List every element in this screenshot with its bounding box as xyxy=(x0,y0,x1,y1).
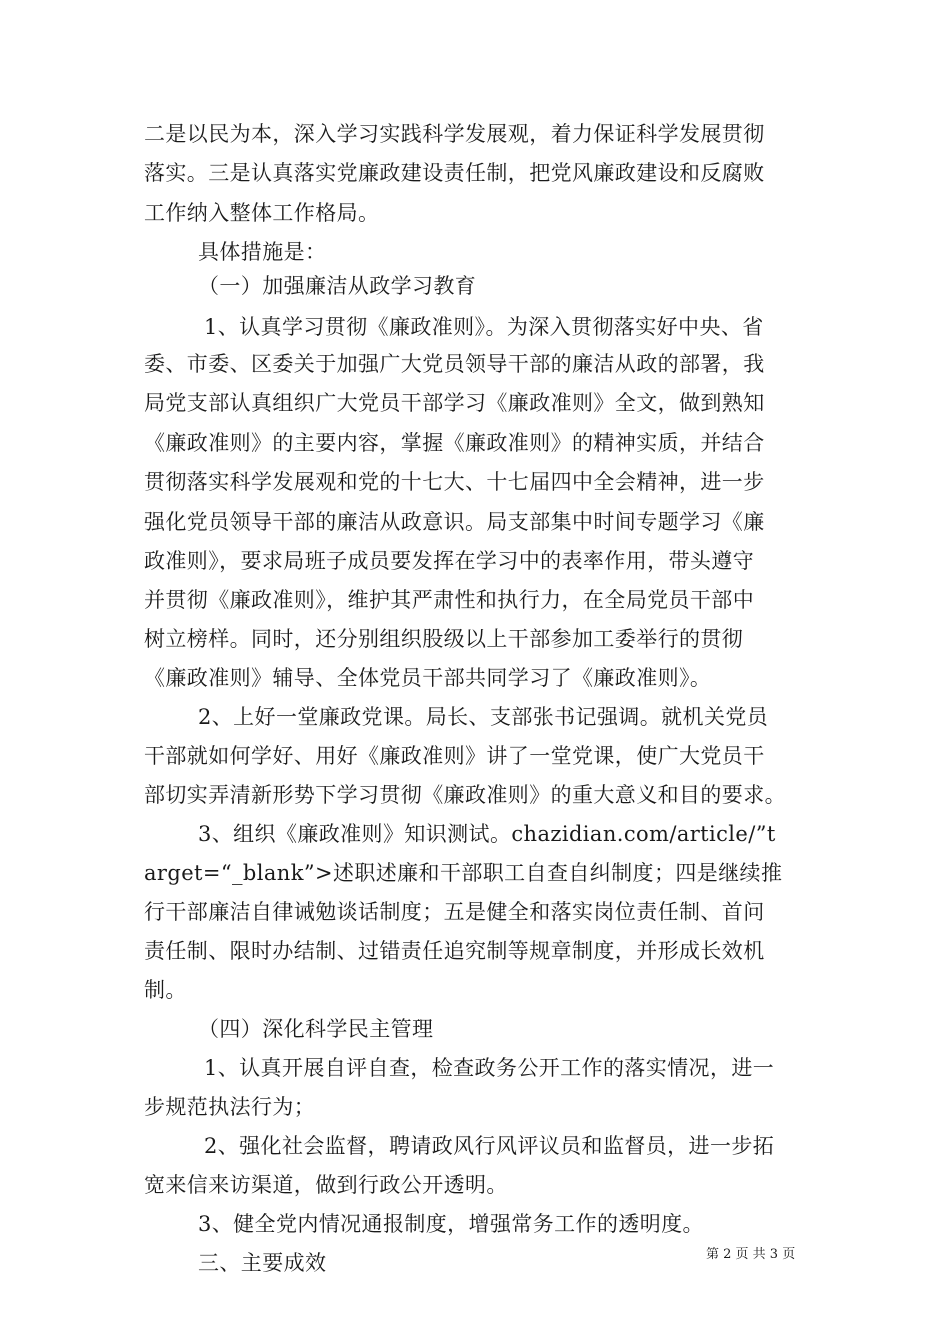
body-text-line: 政准则》，要求局班子成员要发挥在学习中的表率作用，带头遵守 xyxy=(144,549,755,573)
body-text-line: 《廉政准则》的主要内容，掌握《廉政准则》的精神实质，并结合 xyxy=(144,431,765,455)
body-text-line: 强化党员领导干部的廉洁从政意识。局支部集中时间专题学习《廉 xyxy=(144,510,765,534)
body-text-line: 3、健全党内情况通报制度，增强常务工作的透明度。 xyxy=(198,1212,704,1236)
section-heading: （一）加强廉洁从政学习教育 xyxy=(198,274,477,298)
body-text-line: 工作纳入整体工作格局。 xyxy=(144,201,380,225)
body-text-line: 1、认真学习贯彻《廉政准则》。为深入贯彻落实好中央、省 xyxy=(204,315,764,339)
section-heading: 三、主要成效 xyxy=(198,1251,327,1275)
body-text-line: 行干部廉洁自律诫勉谈话制度；五是健全和落实岗位责任制、首问 xyxy=(144,900,765,924)
body-text-line: 1、认真开展自评自查，检查政务公开工作的落实情况，进一 xyxy=(204,1056,775,1080)
body-text-line: 制。 xyxy=(144,978,187,1002)
body-text-line: arget=“_blank”>述职述廉和干部职工自查自纠制度；四是继续推 xyxy=(144,861,783,885)
body-text-line: 干部就如何学好、用好《廉政准则》讲了一堂党课，使广大党员干 xyxy=(144,744,765,768)
body-text-line: 部切实弄清新形势下学习贯彻《廉政准则》的重大意义和目的要求。 xyxy=(144,783,786,807)
body-text-line: 局党支部认真组织广大党员干部学习《廉政准则》全文，做到熟知 xyxy=(144,391,765,415)
body-text-line: 委、市委、区委关于加强广大党员领导干部的廉洁从政的部署，我 xyxy=(144,352,765,376)
body-text-line: 二是以民为本，深入学习实践科学发展观，着力保证科学发展贯彻 xyxy=(144,122,765,146)
body-text-line: 并贯彻《廉政准则》，维护其严肃性和执行力，在全局党员干部中 xyxy=(144,588,755,612)
body-text-line: 3、组织《廉政准则》知识测试。chazidian.com/article/”t xyxy=(198,822,776,846)
body-text-line: 步规范执法行为； xyxy=(144,1095,316,1119)
page-number-footer: 第 2 页 共 3 页 xyxy=(706,1247,796,1262)
body-text-line: 《廉政准则》辅导、全体党员干部共同学习了《廉政准则》。 xyxy=(144,666,712,690)
section-heading: （四）深化科学民主管理 xyxy=(198,1017,434,1041)
body-text-line: 贯彻落实科学发展观和党的十七大、十七届四中全会精神，进一步 xyxy=(144,470,765,494)
body-text-line: 2、上好一堂廉政党课。局长、支部张书记强调。就机关党员 xyxy=(198,705,769,729)
body-text-line: 责任制、限时办结制、过错责任追究制等规章制度，并形成长效机 xyxy=(144,939,765,963)
body-text-line: 宽来信来访渠道，做到行政公开透明。 xyxy=(144,1173,508,1197)
body-text-line: 具体措施是： xyxy=(198,240,327,264)
body-text-line: 落实。三是认真落实党廉政建设责任制，把党风廉政建设和反腐败 xyxy=(144,161,765,185)
body-text-line: 2、强化社会监督，聘请政风行风评议员和监督员，进一步拓 xyxy=(204,1134,775,1158)
body-text-line: 树立榜样。同时，还分别组织股级以上干部参加工委举行的贯彻 xyxy=(144,627,744,651)
